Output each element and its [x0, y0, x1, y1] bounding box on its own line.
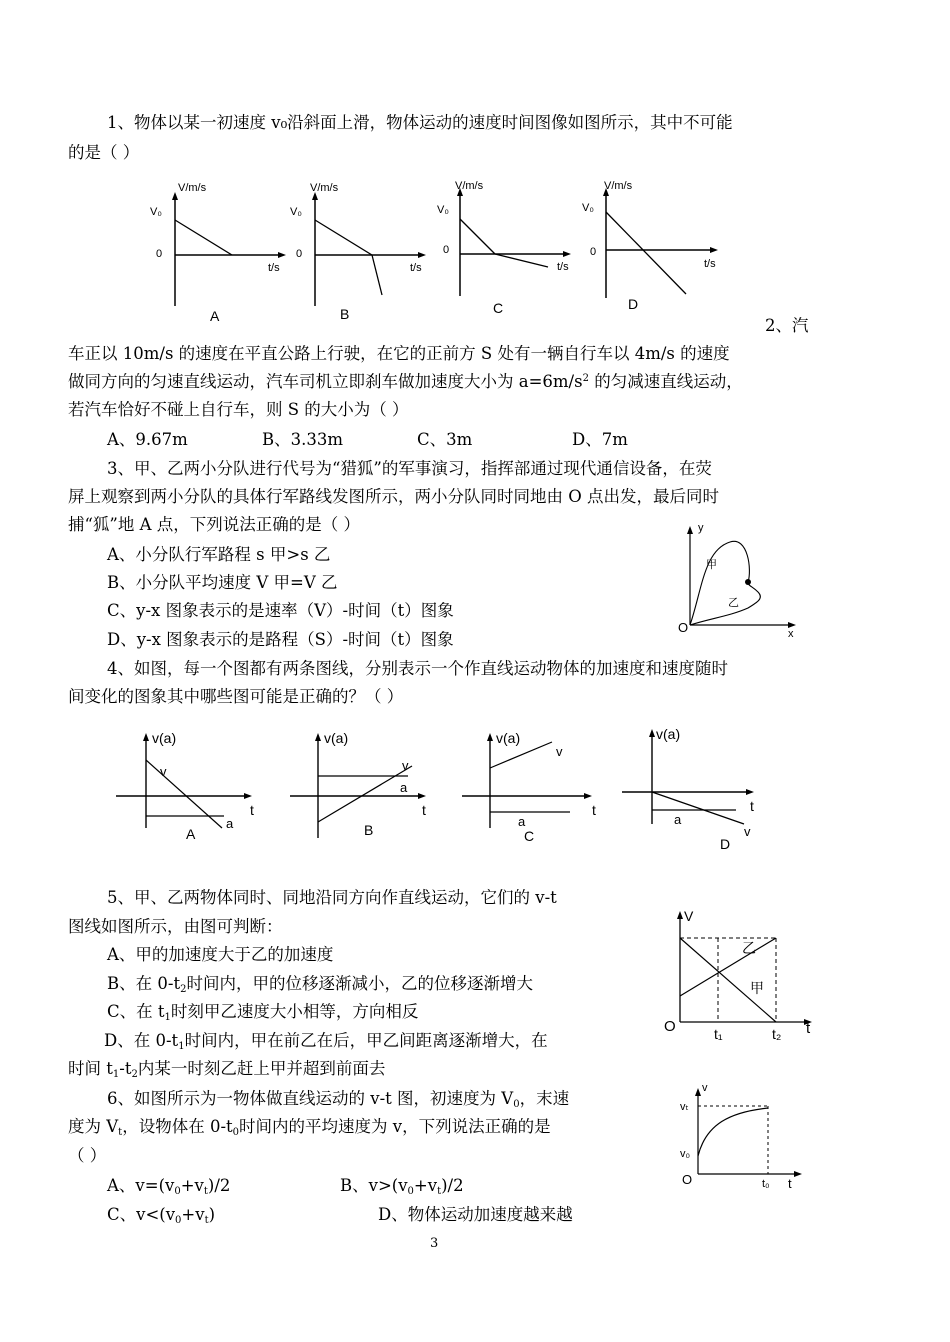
q1-graph-d [574, 174, 724, 324]
q1c-v-label: V/m/s [455, 180, 484, 192]
q5-vt-figure [658, 902, 818, 1047]
q4b-v: v [402, 758, 409, 773]
q4b-a: a [400, 780, 408, 795]
q4a-axis-label: v(a) [152, 730, 177, 746]
q6-line2: 度为 $V_t$，设物体在 $0-t_0$时间内的平均速度为 v，下列说法正确的是 [68, 1117, 551, 1138]
q3-line3: 捕“狐”地 A 点，下列说法正确的是（ ） [68, 515, 361, 534]
q4a-v: v [160, 764, 167, 779]
q4-line1: 4、如图，每一个图都有两条图线，分别表示一个作直线运动物体的加速度和速度随时 [107, 659, 728, 678]
q4d-v: v [744, 824, 751, 839]
q4-caption-b: B [364, 822, 374, 838]
q4-caption-d: D [720, 836, 731, 852]
q2-opt-b: B、3.33m [262, 430, 344, 449]
q1c-v0: V₀ [437, 204, 449, 216]
q5-fig-o: O [664, 1018, 676, 1035]
q3-line2: 屏上观察到两小分队的具体行军路线发图所示，两小分队同时同地由 O 点出发，最后同时 [68, 487, 720, 506]
q6-opt-a: A、$v=(v_0+v_t)/2$ [107, 1176, 231, 1197]
q2-opt-a: A、9.67m [107, 430, 188, 449]
q2-line2: 做同方向的匀速直线运动，汽车司机立即刹车做加速度大小为 $a=6m/s^2$ 的匀减速直线运动， [68, 372, 743, 391]
q4a-a: a [226, 816, 234, 831]
q1d-zero: 0 [590, 246, 597, 258]
q6-fig-v: v [702, 1082, 708, 1094]
q3-fig-o: O [678, 620, 689, 635]
q5-fig-v: V [684, 908, 694, 924]
q6-fig-o: O [682, 1172, 693, 1187]
q3-opt-c: C、y-x 图象表示的是速率（V）-时间（t）图象 [107, 601, 454, 620]
q5-fig-t1: t₁ [714, 1026, 723, 1042]
q4d-t: t [750, 798, 754, 814]
q4c-t: t [592, 802, 596, 818]
q6-fig-vt: vₜ [680, 1101, 689, 1113]
q4b-t: t [422, 802, 426, 818]
q1a-t-label: t/s [268, 262, 280, 274]
q3-fig-jia: 甲 [706, 559, 717, 571]
q4c-axis-label: v(a) [496, 730, 521, 746]
q6-line1: 6、如图所示为一物体做直线运动的 v-t 图，初速度为 $V_0$，末速 [107, 1089, 570, 1110]
q6-opt-d: D、物体运动加速度越来越 [378, 1205, 573, 1224]
q5-opt-d1: D、在 $0-t_1$时间内，甲在前乙在后，甲乙间距离逐渐增大，在 [104, 1031, 548, 1052]
q1c-t-label: t/s [557, 261, 569, 273]
q4c-v: v [556, 744, 563, 759]
q1-line2: 的是（ ） [68, 143, 140, 162]
q4-line2: 间变化的图象其中哪些图可能是正确的？（ ） [68, 687, 404, 706]
q5-fig-t2: t₂ [772, 1026, 782, 1042]
q3-opt-d: D、y-x 图象表示的是路程（S）-时间（t）图象 [107, 630, 454, 649]
q1-caption-c: C [493, 300, 504, 316]
q3-opt-a: A、小分队行军路程 s 甲>s 乙 [107, 545, 331, 564]
q3-opt-b: B、小分队平均速度 V 甲=V 乙 [107, 573, 338, 592]
q2-start: 2、汽 [765, 316, 809, 335]
q1b-zero: 0 [296, 248, 303, 260]
q6-line3: （ ） [68, 1146, 107, 1165]
q3-fig-yi: 乙 [728, 597, 739, 609]
q1-line1: 1、物体以某一初速度 v₀沿斜面上滑，物体运动的速度时间图像如图所示，其中不可能 [107, 113, 733, 132]
q3-fig-y: y [698, 522, 704, 534]
q3-line1: 3、甲、乙两小分队进行代号为“猎狐”的军事演习，指挥部通过现代通信设备，在荧 [107, 459, 712, 478]
q4d-a: a [674, 812, 682, 827]
q6-opt-b: B、$v>(v_0+v_t)/2$ [340, 1176, 464, 1197]
q5-opt-c: C、在 $t_1$时刻甲乙速度大小相等，方向相反 [107, 1002, 419, 1023]
q4-caption-c: C [524, 828, 535, 844]
q1a-zero: 0 [156, 248, 163, 260]
q1d-t-label: t/s [704, 258, 716, 270]
q4-graph-d [620, 724, 780, 849]
q1d-v-label: V/m/s [604, 180, 633, 192]
q2-line3: 若汽车恰好不碰上自行车，则 S 的大小为（ ） [68, 400, 409, 419]
q4a-t: t [250, 802, 254, 818]
q4-caption-a: A [186, 826, 196, 842]
q1-caption-b: B [340, 306, 350, 322]
q3-fig-x: x [788, 628, 794, 640]
q5-opt-a: A、甲的加速度大于乙的加速度 [107, 945, 334, 964]
q4c-a: a [518, 814, 526, 829]
q4-graph-c [458, 728, 618, 853]
q6-fig-t: t [788, 1176, 792, 1191]
q1-caption-d: D [628, 296, 639, 312]
q2-line1: 车正以 10m/s 的速度在平直公路上行驶，在它的正前方 S 处有一辆自行车以 4m/s 的速度 [68, 344, 730, 363]
q1a-v0: V₀ [150, 206, 162, 218]
q1-graph-a [140, 178, 290, 328]
q2-opt-c: C、3m [417, 430, 473, 449]
q5-opt-d2: 时间 $t_1-t_2$内某一时刻乙赶上甲并超到前面去 [68, 1059, 386, 1080]
q5-fig-jia: 甲 [750, 980, 764, 996]
q6-opt-c: C、$v<(v_0+v_t)$ [107, 1205, 216, 1226]
q4d-axis-label: v(a) [656, 726, 681, 742]
q1c-zero: 0 [443, 244, 450, 256]
q5-line2: 图线如图所示，由图可判断： [68, 917, 283, 936]
q5-fig-yi: 乙 [742, 940, 756, 956]
q1-graph-b [280, 178, 430, 328]
q2-opt-d: D、7m [572, 430, 628, 449]
q1a-v-label: V/m/s [178, 182, 207, 194]
page-number: 3 [430, 1236, 439, 1251]
q6-fig-v0: v₀ [680, 1148, 691, 1160]
q3-path-figure [672, 520, 812, 645]
q1b-v0: V₀ [290, 206, 302, 218]
q1-caption-a: A [210, 308, 220, 324]
q5-fig-t: t [806, 1020, 811, 1037]
q1b-v-label: V/m/s [310, 182, 339, 194]
q5-line1: 5、甲、乙两物体同时、同地沿同方向作直线运动，它们的 v-t [107, 888, 557, 907]
q1d-v0: V₀ [582, 202, 594, 214]
q4b-axis-label: v(a) [324, 730, 349, 746]
q6-fig-t0: t₀ [762, 1178, 770, 1190]
q6-vt-figure [672, 1084, 812, 1194]
q5-opt-b: B、在 $0-t_2$时间内，甲的位移逐渐减小，乙的位移逐渐增大 [107, 974, 533, 995]
q1b-t-label: t/s [410, 262, 422, 274]
